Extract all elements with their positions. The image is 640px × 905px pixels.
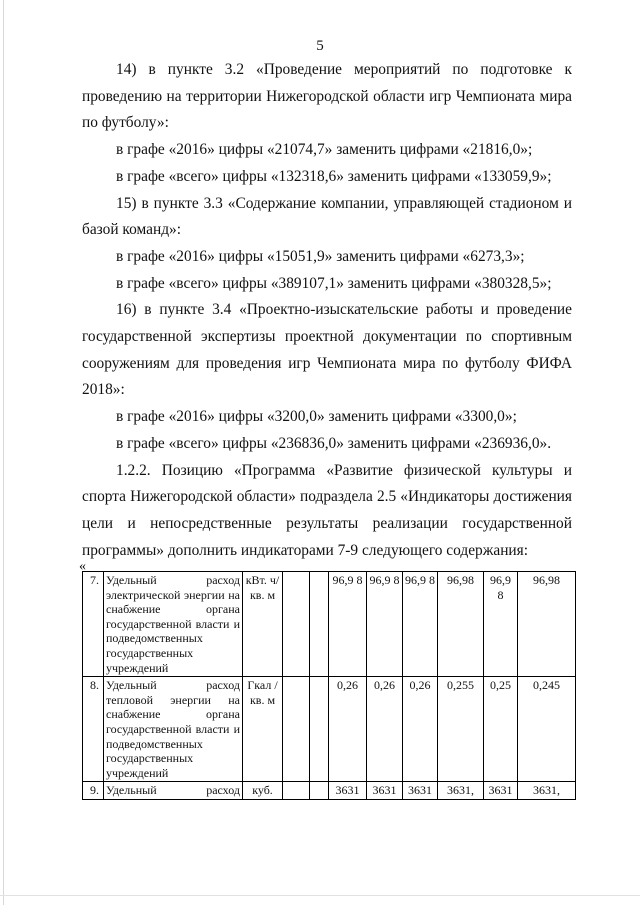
table-row [83, 677, 576, 782]
value-cell [310, 677, 329, 782]
unit-cell: кВт. ч/кв. м [243, 572, 283, 677]
unit-cell: Гкал /кв. м [243, 677, 283, 782]
paragraph-15: 15) в пункте 3.3 «Содержание компании, управляющей стадионом и базой команд»: [82, 194, 572, 239]
unit-cell: куб. [243, 782, 283, 800]
value-cell: 3631, [438, 782, 484, 800]
body-text [82, 57, 572, 564]
value-cell [283, 677, 310, 782]
row-number: 7. [83, 572, 104, 677]
indicator-name: Удельный расход [104, 782, 243, 800]
paragraph-1-2-2: 1.2.2. Позицию «Программа «Развитие физической культуры и спорта Нижегородской области» подраздела 2.5 «Индикаторы достижения цели и непосредственные результаты реализации государственной программы» дополнить индикаторами 7-9 следующего содержания: [82, 461, 572, 559]
value-cell: 0,26 [329, 677, 367, 782]
value-cell [310, 572, 329, 677]
paragraph-14: 14) в пункте 3.2 «Проведение мероприятий по подготовке к проведению на территории Нижегородской области игр Чемпионата мира по футболу»: [82, 61, 572, 132]
paragraph-14-b: в графе «всего» цифры «132318,6» заменить цифрами «133059,9»; [116, 167, 552, 185]
scan-bottom-edge [0, 895, 640, 896]
value-cell: 96,9 8 [403, 572, 438, 677]
paragraph-16-b: в графе «всего» цифры «236836,0» заменить цифрами «236936,0». [116, 434, 552, 452]
value-cell: 96,98 [438, 572, 484, 677]
table-row [83, 572, 576, 677]
value-cell: 96,9 8 [484, 572, 518, 677]
value-cell: 96,9 8 [367, 572, 403, 677]
value-cell: 96,98 [518, 572, 576, 677]
value-cell [310, 782, 329, 800]
value-cell: 3631 [329, 782, 367, 800]
value-cell [283, 572, 310, 677]
value-cell: 3631 [484, 782, 518, 800]
value-cell: 0,255 [438, 677, 484, 782]
value-cell: 3631 [403, 782, 438, 800]
row-number: 9. [83, 782, 104, 800]
value-cell: 0,26 [367, 677, 403, 782]
row-number: 8. [83, 677, 104, 782]
indicator-name: Удельный расход электрической энергии на снабжение органа государственной власти и подведомственных государственных учреждений [104, 572, 243, 677]
page-number: 5 [316, 38, 324, 54]
value-cell: 96,9 8 [329, 572, 367, 677]
value-cell: 3631, [518, 782, 576, 800]
paragraph-14-a: в графе «2016» цифры «21074,7» заменить цифрами «21816,0»; [116, 141, 533, 159]
value-cell [283, 782, 310, 800]
indicator-name: Удельный расход тепловой энергии на снабжение органа государственной власти и подведомственных государственных учреждений [104, 677, 243, 782]
table-row [83, 782, 576, 800]
quote-open-mark: « [79, 559, 86, 574]
value-cell: 3631 [367, 782, 403, 800]
scan-edge [3, 0, 4, 905]
value-cell: 0,25 [484, 677, 518, 782]
paragraph-15-a: в графе «2016» цифры «15051,9» заменить цифрами «6273,3»; [116, 247, 525, 265]
paragraph-16: 16) в пункте 3.4 «Проектно-изыскательские работы и проведение государственной экспертизы проектной документации по спортивным сооружениям для проведения игр Чемпионата мира по футболу ФИФА 2018»: [82, 301, 572, 399]
value-cell: 0,245 [518, 677, 576, 782]
indicators-table [82, 571, 576, 800]
paragraph-15-b: в графе «всего» цифры «389107,1» заменить цифрами «380328,5»; [116, 274, 552, 292]
paragraph-16-a: в графе «2016» цифры «3200,0» заменить цифрами «3300,0»; [116, 408, 517, 426]
value-cell: 0,26 [403, 677, 438, 782]
